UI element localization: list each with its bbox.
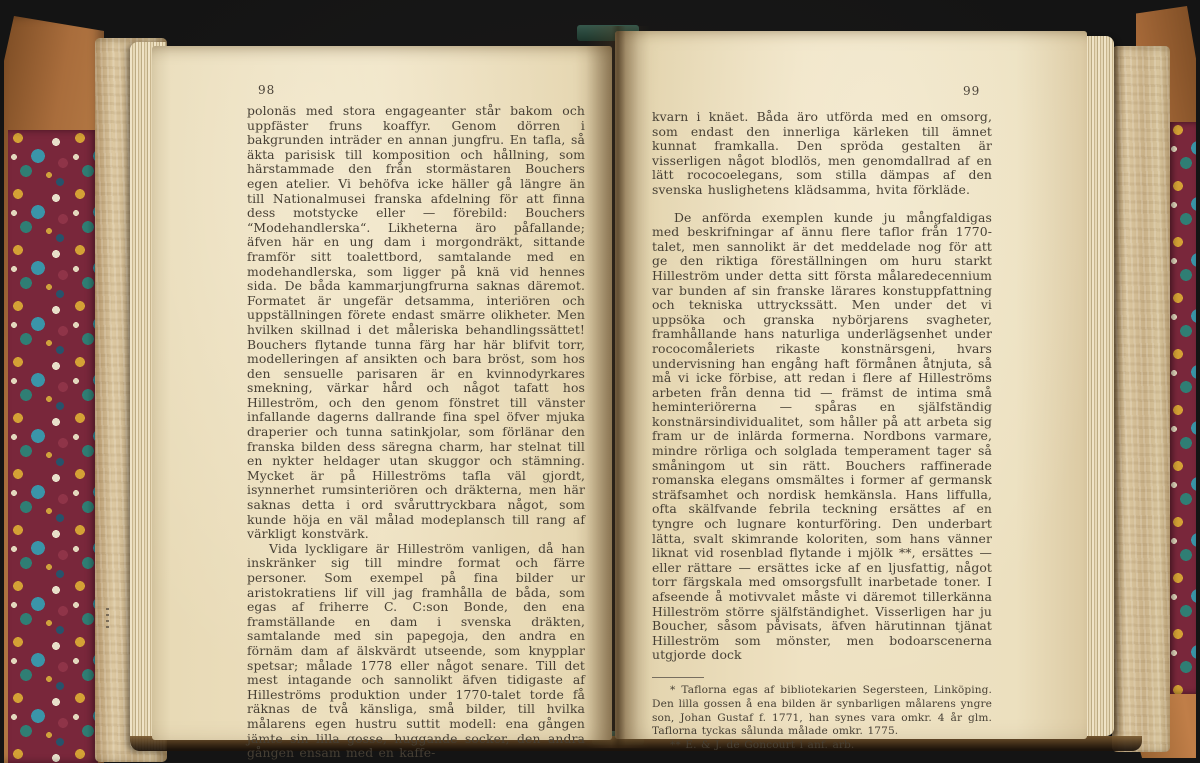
left-page [152, 46, 612, 761]
footnote-1: * Taflorna egas af bibliotekarien Segersteen, Linköping. Den lilla gossen å ena bilden är synbarligen målarens yngre son, Johan Gustaf f. 1771, han synes vara omkr. 4 år glm. Taflorna tyckas sålunda målade omkr. 1775. [652, 683, 992, 738]
right-page [615, 31, 1087, 752]
left-page-text [247, 104, 585, 761]
right-page-text [652, 110, 992, 753]
left-marbled-endpaper [8, 130, 98, 763]
footnote-2: ** E. & J. de Goncourt i anf. arb. [670, 739, 855, 752]
under-page-print-fragment [106, 608, 109, 632]
left-page-number: 98 [258, 83, 276, 97]
left-paragraph-2: Vida lyckligare är Hilleström vanligen, då han inskränker sig till mindre format och färre personer. Som exempel på fina bilder ur aristokratiens lif vill jag framhålla de båda, som egas af friherre C. C:son Bonde, den ena framställande en dam i svenska dräkten, samtalande med sin papegoja, den andra en förnäm dam af älskvärdt utseende, som knypplar spetsar; målade 1778 eller något senare. Till det mest intagande och sannolikt äfven tidigaste af Hilleströms produktion under 1770-talet torde få räknas de två känsliga, små bilder, till hvilka målarens egen hustru suttit modell: ena gången jämte sin lilla gosse, huggande socker, den andra gången ensam med en kaffe- [247, 540, 585, 761]
footnotes [652, 677, 992, 753]
right-paragraph-1: kvarn i knäet. Båda äro utförda med en omsorg, som endast den innerliga kärleken till ämnet kunnat framkalla. Den spröda gestalten är visserligen något blodlös, men genomdallrad af en lätt rococoelegans, som stilla dämpas af den svenska huslighetens klädsamma, hvita förkläde. [652, 109, 992, 197]
right-page-number: 99 [963, 84, 981, 98]
right-page-edges [1086, 36, 1114, 736]
footnote-rule [652, 677, 704, 678]
right-marbled-endpaper [1168, 122, 1196, 694]
right-tissue-paper [1112, 46, 1170, 752]
left-paragraph-1: polonäs med stora engageanter står bakom och uppfäster fruns koaffyr. Genom dörren i bakgrunden inträder en annan jungfru. En tafla, så äkta parisisk till komposition och hållning, som härstammade den från stormästaren Bouchers egen atelier. Vi behöfva icke häller gå längre än till Nationalmusei franska afdelning för att finna dess motstycke eller — förebild: Bouchers “Modehandlerska“. Likheterna äro påfallande; äfven här en ung dam i morgondräkt, sittande framför sitt toalettbord, samtalande med en modehandlerska, som ligger på knä vid hennes sida. De båda kammarjungfrurna saknas däremot. Formatet är ungefär detsamma, interiören och uppställningen förete endast smärre olikheter. Men hvilken skillnad i det måleriska behandlingssättet! Bouchers flytande tunna färg har här blifvit torr, modelleringen af ansikten och bara bröst, som hos den sensuelle parisaren är en kvinnodyrkares smekning, värkar hård och något tafatt hos Hilleström, och den genom fönstret till vänster infallande dagerns dallrande fina spel öfver mjuka draperier och tunna satinkjolar, som förlänar den franska bilden dess säregna charm, har stelnat till en nykter heldager utan skuggor och stämning. Mycket är på Hilleströms tafla väl gjordt, isynnerhet rumsinteriören och dräkterna, men här saknas detta i ord svåruttryckbara något, som kunde höja en väl målad modeplansch till rang af värkligt konstvärk. [247, 103, 585, 542]
right-paragraph-2: De anförda exemplen kunde ju mångfaldigas med beskrifningar af ännu flere taflor från 1770-talet, men sannolikt är det meddelade nog för att ge den riktiga föreställningen om huru starkt Hilleström under detta sitt första målaredecennium var bunden af sin franske lärares konstuppfattning och tekniska uttryckssätt. Men under det vi uppsöka och granska nybörjarens svagheter, framhållande hans naturliga underlägsenhet under rococomåleriets rikaste konstnärsgeni, hvars undervisning han engång haft förmånen åtnjuta, så må vi icke förbise, att redan i flere af Hilleströms arbeten från denna tid — främst de intima små heminteriörerna — spåras en själfständig konstnärsindividualitet, som håller på att arbeta sig fram ur de inlärda formerna. Nordbons varmare, mindre rörliga och solglada temperament tager så småningom ut sin rätt. Bouchers raffinerade romanska elegans omsmältes i former af germansk sträfsamhet och nordisk hemkänsla. Hans liffulla, ofta skälfvande febrila teckning ersättes af en tyngre och lugnare konturföring. Den underbart lätta, svalt skimrande koloriten, som hans vänner liknat vid rosenblad flytande i mjölk **, ersättes — eller rättare — ersättes icke af en ljusfattig, något torr färgskala med omsorgsfullt inarbetade toner. I afseende å motivvalet måste vi däremot tillerkänna Hilleström större själfständighet. Visserligen har ju Boucher, såsom påvisats, äfven härutinnan tjänat Hilleström som mönster, men bodoarscenerna utgjorde dock [652, 209, 992, 663]
